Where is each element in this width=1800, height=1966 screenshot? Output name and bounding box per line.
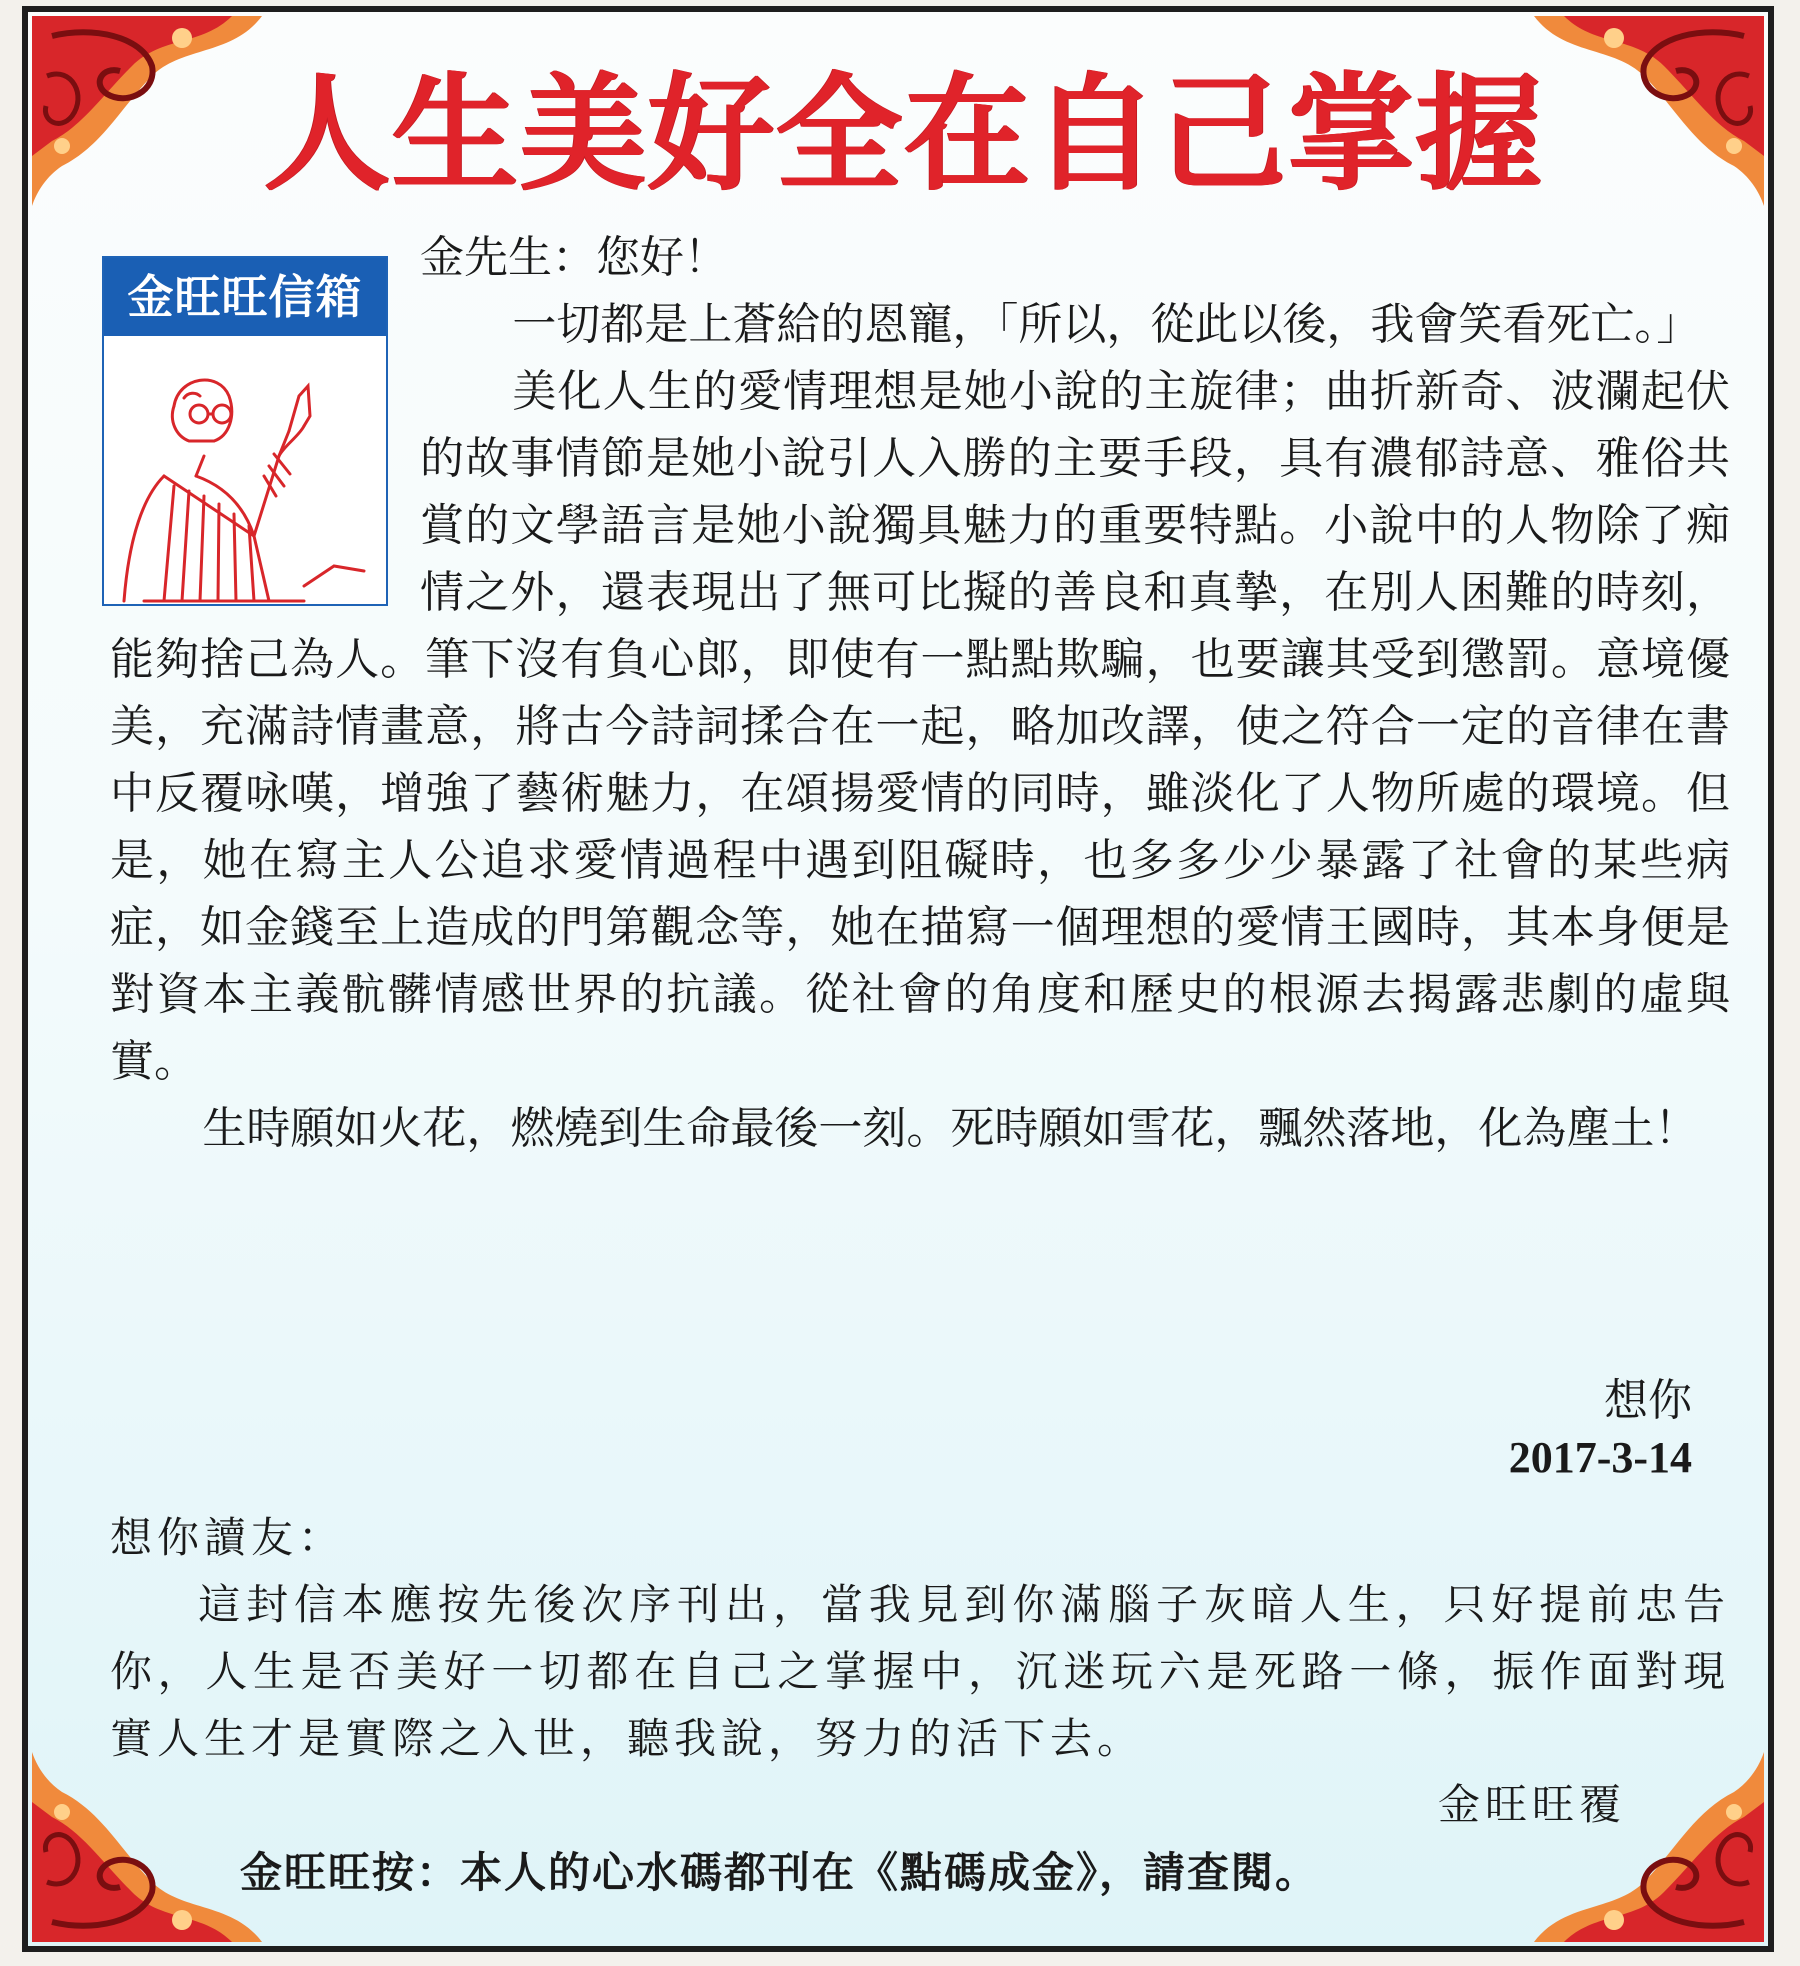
reply-signature: 金旺旺覆 — [1437, 1780, 1626, 1829]
reply-salutation: 想你讀友： — [110, 1513, 346, 1562]
letter-paragraph: 一切都是上蒼給的恩寵，「所以，從此以後，我會笑看死亡。」 — [512, 299, 1701, 350]
letter-signature: 想你 — [1604, 1375, 1692, 1426]
columnist-reply — [110, 1504, 1730, 1772]
letter-paragraph: 生時願如火花，燃燒到生命最後一刻。死時願如雪花，飄然落地，化為塵土！ — [202, 1103, 1699, 1154]
reply-paragraph: 這封信本應按先後次序刊出，當我見到你滿腦子灰暗人生，只好提前忠告你，人生是否美好一切都在自己之掌握中，沉迷玩六是死路一條，振作面對現實人生才是實際之入世，聽我說，努力的活下去。 — [110, 1580, 1730, 1763]
letter-date: 2017-3-14 — [1508, 1433, 1692, 1482]
newspaper-clipping — [22, 6, 1774, 1952]
letter-paragraph: 美化人生的愛情理想是她小說的主旋律；曲折新奇、波瀾起伏的故事情節是她小說引人入勝的主要手段，具有濃郁詩意、雅俗共賞的文學語言是她小說獨具魅力的重要特點。小說中的人物除了痴情之外，還表現出了無可比擬的善良和真摯，在別人困難的時刻，能夠捨己為人。筆下沒有負心郎，即使有一點點欺騙，也要讓其受到懲罰。意境優美，充滿詩情畫意，將古今詩詞揉合在一起，略加改譯，使之符合一定的音律在書中反覆咏嘆，增強了藝術魅力，在頌揚愛情的同時，雖淡化了人物所處的環境。但是，她在寫主人公追求愛情過程中遇到阻礙時，也多多少少暴露了社會的某些病症，如金錢至上造成的門第觀念等，她在描寫一個理想的愛情王國時，其本身便是對資本主義骯髒情感世界的抗議。從社會的角度和歷史的根源去揭露悲劇的虛與實。 — [110, 366, 1730, 1087]
column-label: 金旺旺信箱 — [104, 258, 386, 336]
footer-note: 金旺旺按：本人的心水碼都刊在《點碼成金》，請查閱。 — [240, 1848, 1320, 1897]
logo-spacer — [110, 224, 420, 614]
headline: 人生美好全在自己掌握 — [264, 61, 1544, 208]
letter-salutation: 金先生：您好！ — [420, 232, 728, 283]
ornament-corner-bottom-left — [32, 1752, 262, 1942]
reader-letter — [110, 224, 1730, 1162]
